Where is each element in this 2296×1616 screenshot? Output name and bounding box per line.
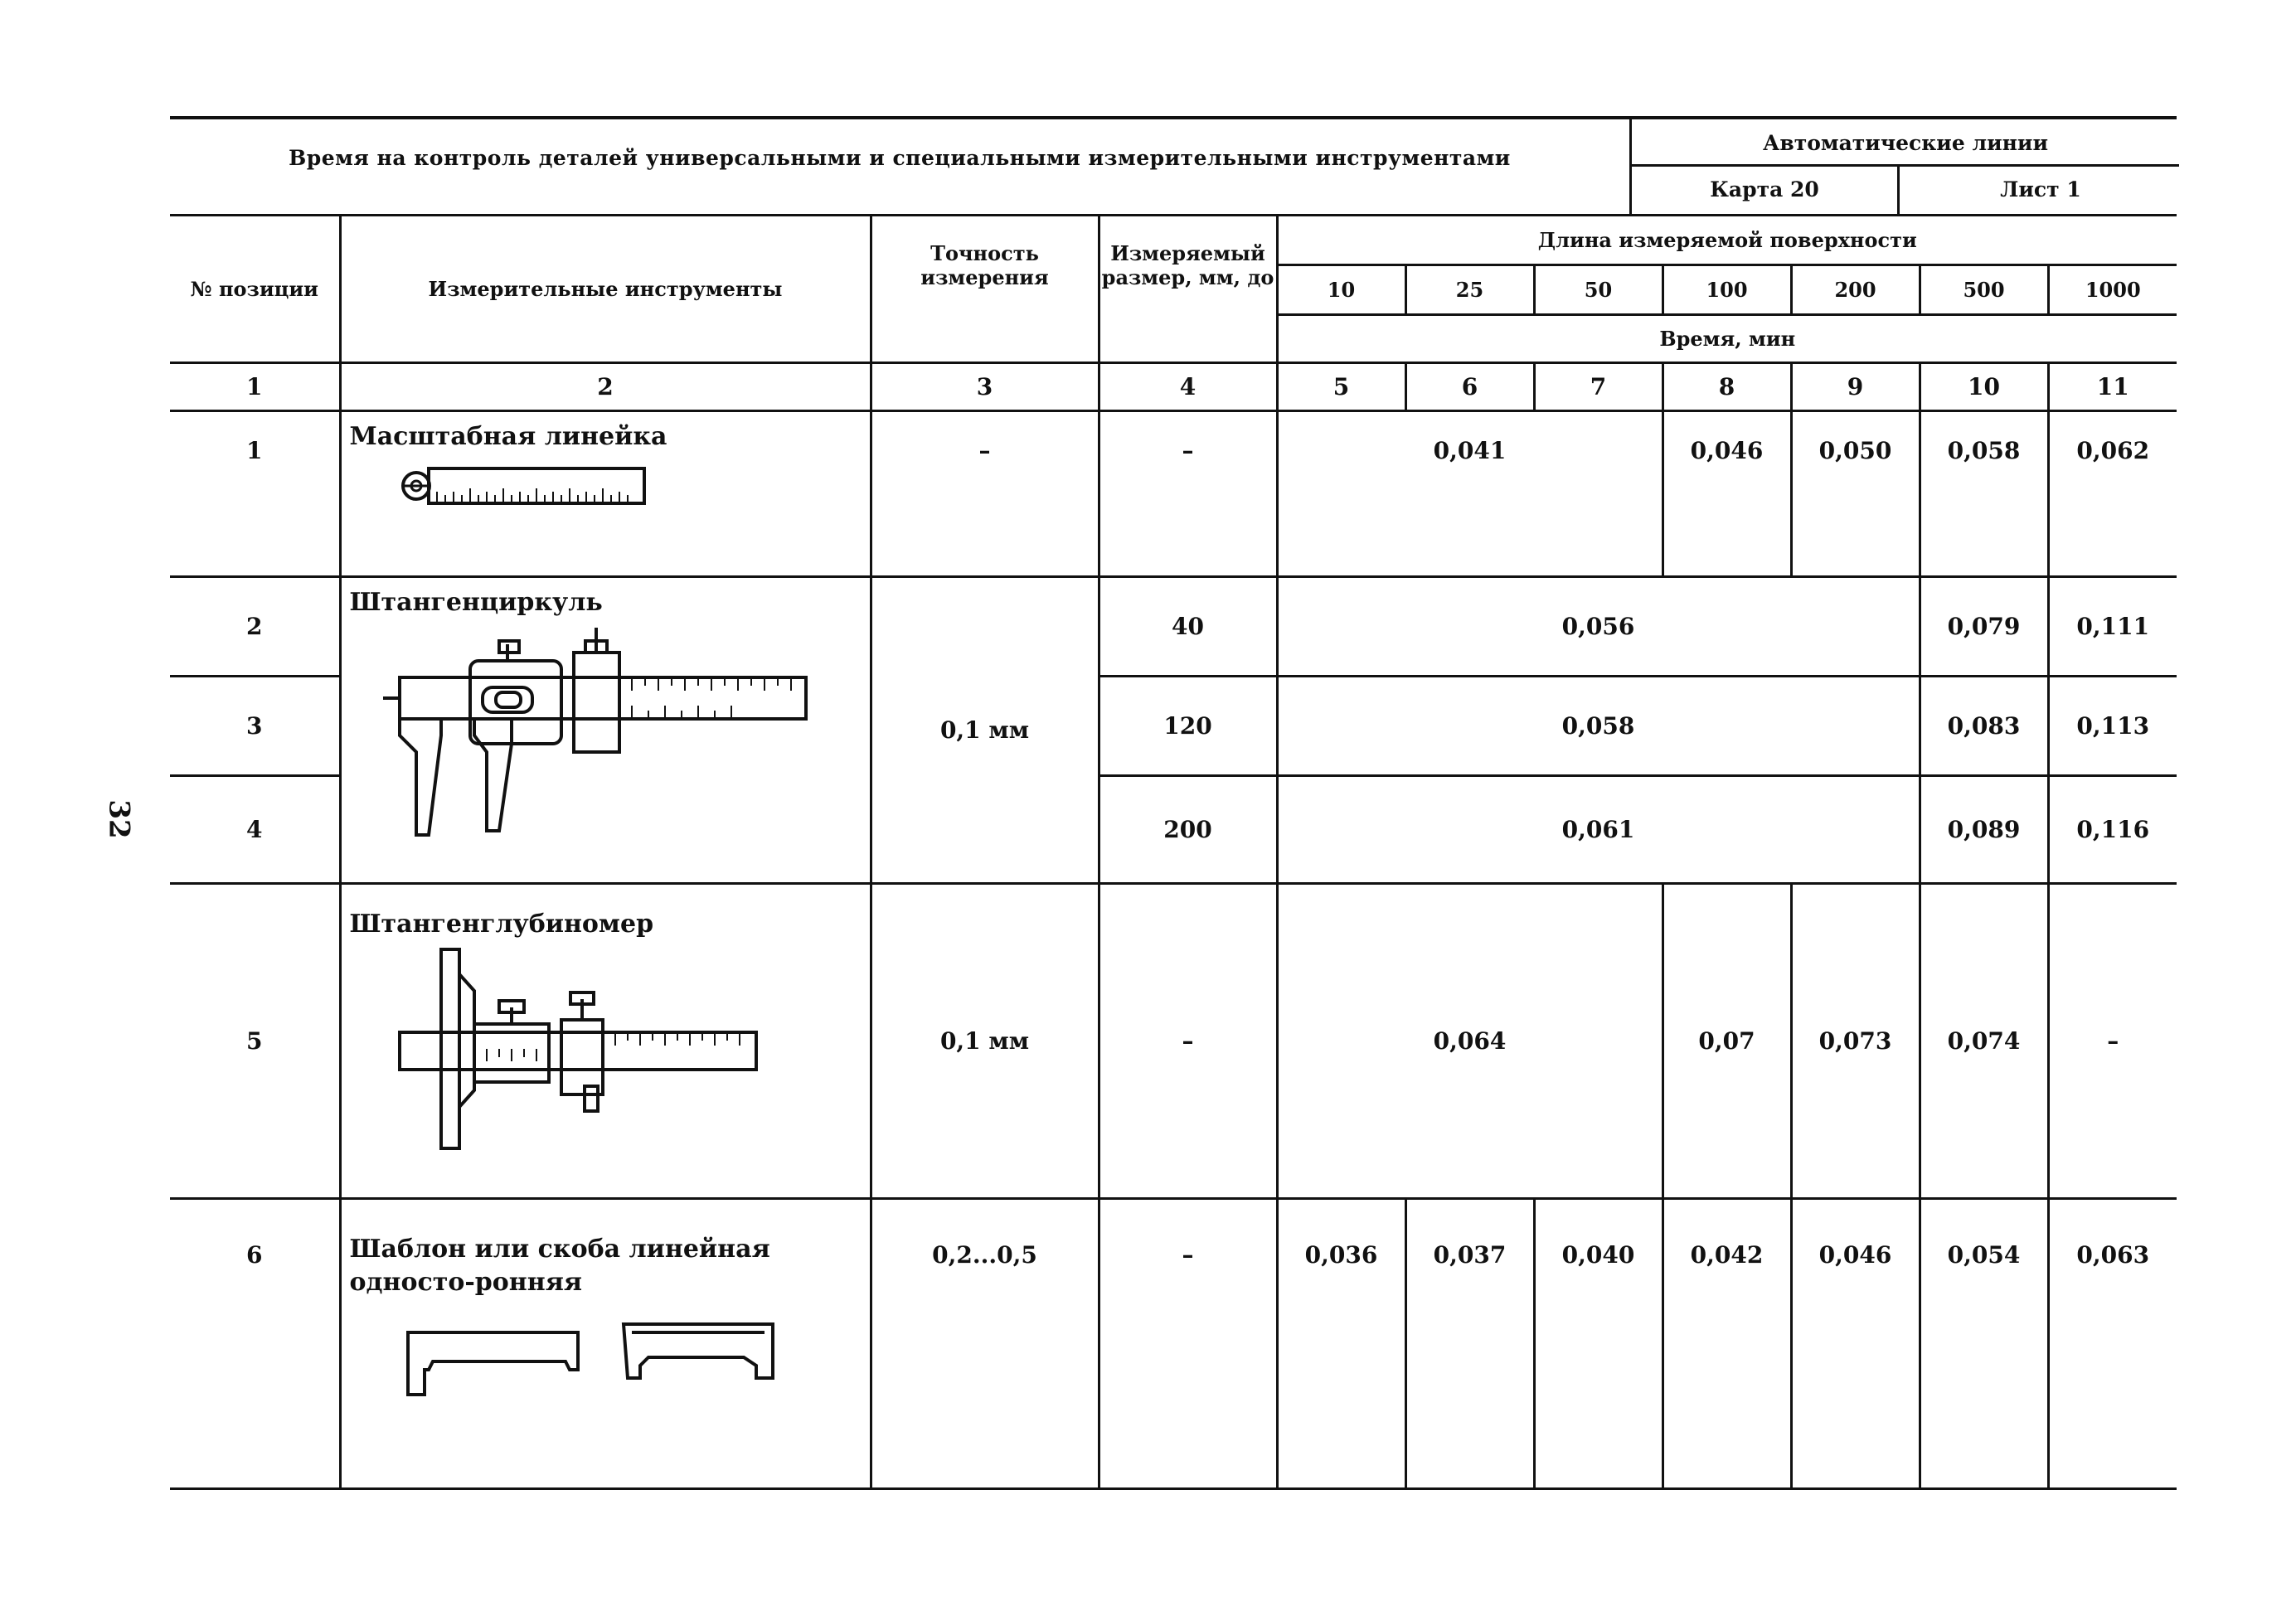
col-header-position: № позиции [170, 216, 340, 363]
instrument-name: Штангенглубиномер [349, 910, 654, 939]
time-value: 0,07 [1663, 884, 1791, 1199]
sheet-number: Лист 1 [1897, 164, 2182, 216]
page-number: 32 [102, 799, 136, 839]
ruler-drawing-icon [350, 454, 648, 520]
col-header-length-1000: 1000 [2048, 265, 2177, 315]
col-number: 10 [1920, 363, 2048, 411]
time-value: 0,062 [2048, 411, 2177, 577]
time-value: 0,116 [2048, 776, 2177, 884]
col-number: 4 [1099, 363, 1277, 411]
row-position: 2 [170, 577, 340, 677]
time-value: 0,064 [1277, 884, 1663, 1199]
col-number: 3 [871, 363, 1099, 411]
time-value: 0,058 [1277, 677, 1920, 776]
instrument-cell [340, 577, 871, 884]
col-number: 9 [1791, 363, 1920, 411]
time-value: 0,083 [1920, 677, 2048, 776]
col-header-length-100: 100 [1663, 265, 1791, 315]
col-header-accuracy: Точность измерения [871, 216, 1099, 363]
size-value: – [1099, 884, 1277, 1199]
row-position: 6 [170, 1199, 340, 1489]
instrument-name: Шаблон или скоба линейная односто-ронняя [349, 1235, 770, 1297]
time-value: 0,056 [1277, 577, 1920, 677]
col-header-length-10: 10 [1277, 265, 1405, 315]
table-row [170, 1199, 2177, 1489]
row-position: 3 [170, 677, 340, 776]
header-card-info [1629, 116, 2179, 216]
depth-gauge-drawing-icon [350, 941, 765, 1157]
row-position: 4 [170, 776, 340, 884]
table-row [170, 577, 2177, 677]
col-header-size: Измеряемый размер, мм, до [1099, 216, 1277, 363]
col-number: 7 [1534, 363, 1663, 411]
row-position: 1 [170, 411, 340, 577]
time-value: 0,111 [2048, 577, 2177, 677]
time-value: 0,041 [1277, 411, 1663, 577]
accuracy-value: 0,1 мм [871, 577, 1099, 884]
time-value: 0,037 [1405, 1199, 1534, 1489]
col-header-instruments: Измерительные инструменты [340, 216, 871, 363]
row-position: 5 [170, 884, 340, 1199]
caliper-drawing-icon [350, 619, 814, 843]
time-value: 0,079 [1920, 577, 2048, 677]
time-value: 0,042 [1663, 1199, 1791, 1489]
template-drawing-icon [350, 1299, 814, 1415]
col-number: 1 [170, 363, 340, 411]
instrument-name: Штангенциркуль [349, 588, 603, 617]
col-number: 8 [1663, 363, 1791, 411]
table-row [170, 411, 2177, 577]
time-value: 0,058 [1920, 411, 2048, 577]
section-name: Автоматические линии [1762, 131, 2049, 155]
time-value: 0,036 [1277, 1199, 1405, 1489]
col-number: 2 [340, 363, 871, 411]
table-header-block [170, 116, 2177, 216]
time-value: 0,073 [1791, 884, 1920, 1199]
instrument-name: Масштабная линейка [349, 422, 667, 451]
time-value: 0,089 [1920, 776, 2048, 884]
size-value: – [1099, 1199, 1277, 1489]
size-value: – [1099, 411, 1277, 577]
time-value: 0,050 [1791, 411, 1920, 577]
time-value: 0,046 [1663, 411, 1791, 577]
time-value: 0,074 [1920, 884, 2048, 1199]
table-row [170, 884, 2177, 1199]
card-number: Карта 20 [1710, 177, 1819, 201]
col-number: 11 [2048, 363, 2177, 411]
instrument-cell [340, 1199, 871, 1489]
accuracy-value: – [871, 411, 1099, 577]
col-number: 6 [1405, 363, 1534, 411]
time-value: 0,040 [1534, 1199, 1663, 1489]
time-value: 0,113 [2048, 677, 2177, 776]
time-value: – [2048, 884, 2177, 1199]
accuracy-value: 0,1 мм [871, 884, 1099, 1199]
table-title: Время на контроль деталей универсальными и специальными измерительными инструментами [289, 146, 1511, 170]
size-value: 200 [1099, 776, 1277, 884]
size-value: 40 [1099, 577, 1277, 677]
accuracy-value: 0,2...0,5 [871, 1199, 1099, 1489]
instrument-cell [340, 884, 871, 1199]
col-header-length-50: 50 [1534, 265, 1663, 315]
column-number-row [170, 363, 2177, 411]
col-number: 5 [1277, 363, 1405, 411]
col-header-length-500: 500 [1920, 265, 2048, 315]
col-header-length-25: 25 [1405, 265, 1534, 315]
instrument-cell [340, 411, 871, 577]
time-value: 0,046 [1791, 1199, 1920, 1489]
time-value: 0,063 [2048, 1199, 2177, 1489]
col-header-length-200: 200 [1791, 265, 1920, 315]
size-value: 120 [1099, 677, 1277, 776]
time-value: 0,054 [1920, 1199, 2048, 1489]
norms-table [170, 214, 2177, 1490]
col-header-time-unit: Время, мин [1277, 315, 2177, 363]
col-header-length-group: Длина измеряемой поверхности [1277, 216, 2177, 265]
time-value: 0,061 [1277, 776, 1920, 884]
